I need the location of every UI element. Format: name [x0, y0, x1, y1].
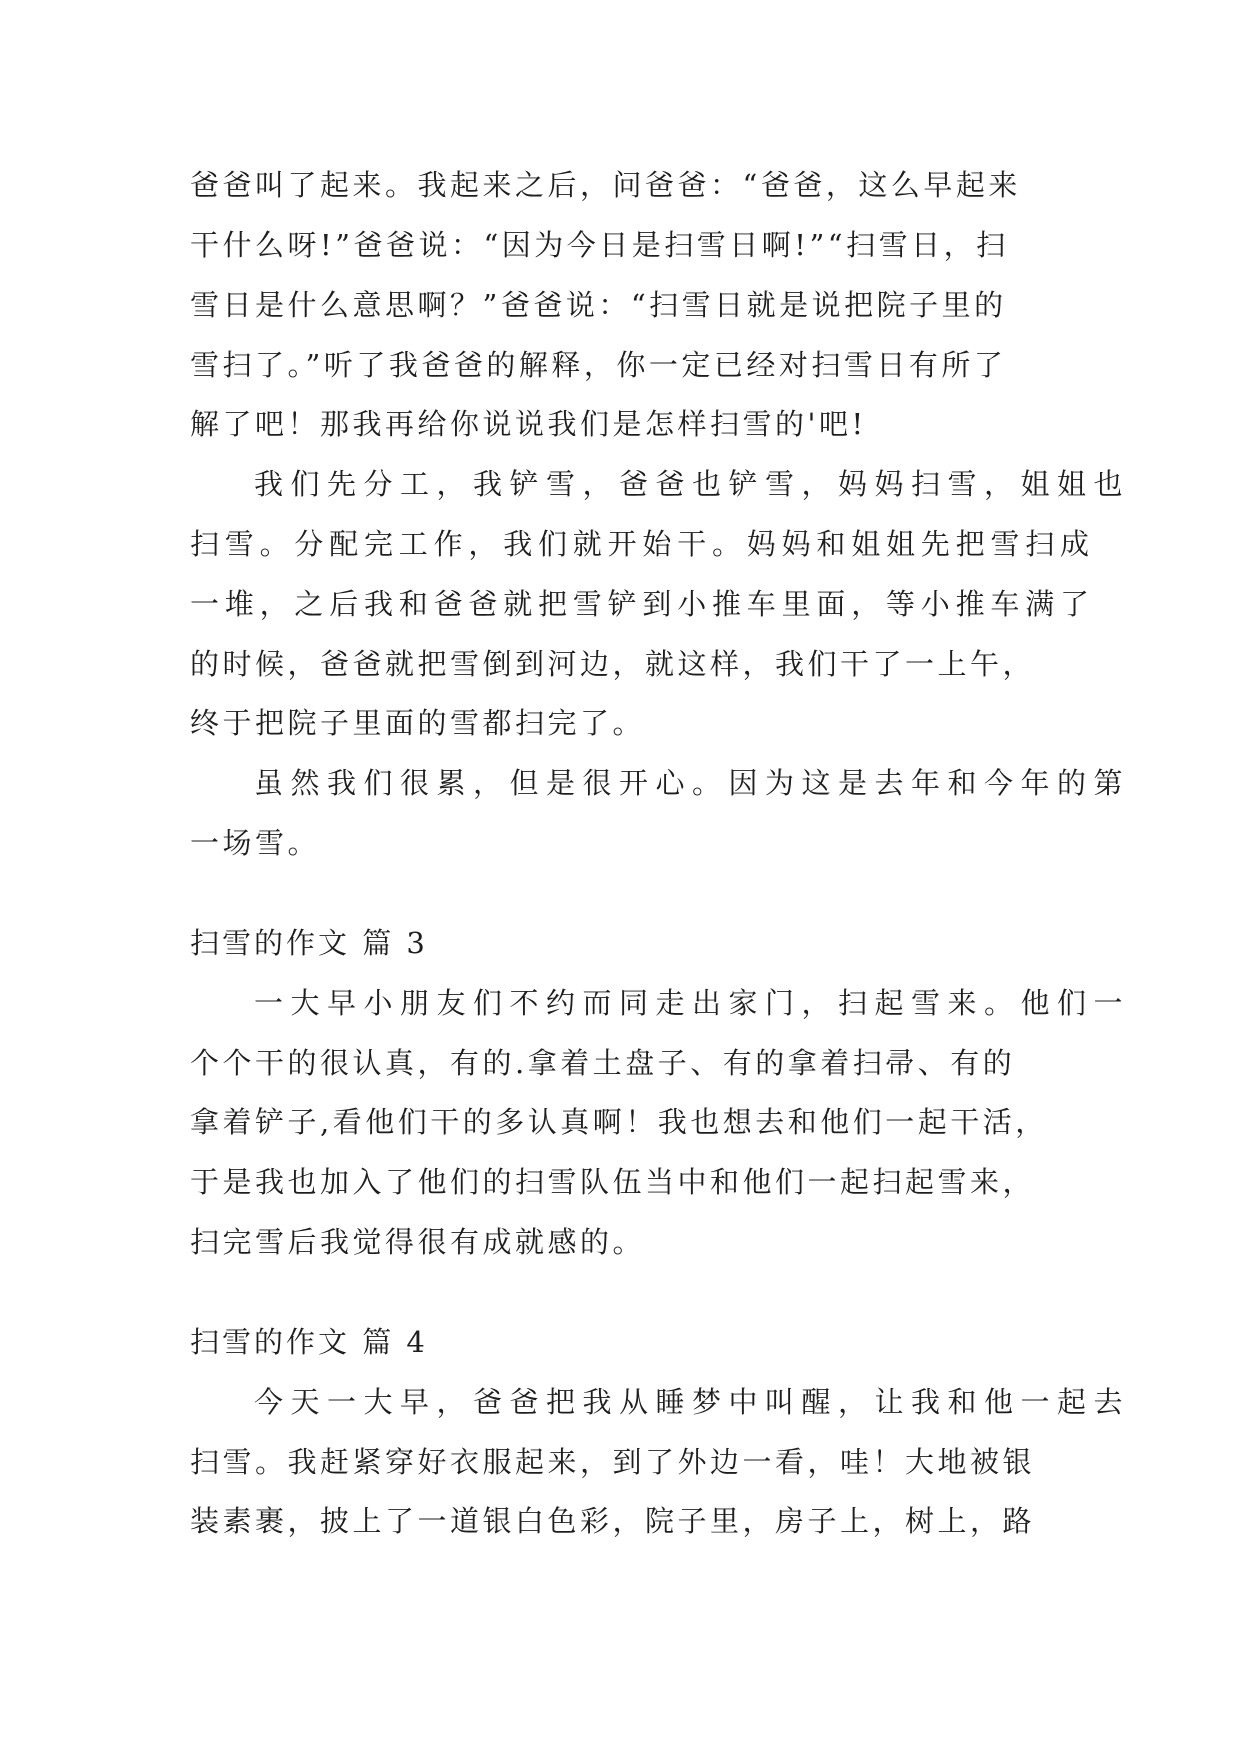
text-line: 一大早小朋友们不约而同走出家门，扫起雪来。他们一	[254, 986, 1131, 1020]
text-line: 扫完雪后我觉得很有成就感的。	[190, 1225, 646, 1259]
text-line: 个个干的很认真，有的.拿着土盘子、有的拿着扫帚、有的	[190, 1046, 1016, 1080]
text-line: 扫雪。我赶紧穿好衣服起来，到了外边一看，哇！大地被银	[190, 1445, 1036, 1479]
text-line: 雪日是什么意思啊？”爸爸说：“扫雪日就是说把院子里的	[190, 288, 1007, 322]
text-line: 解了吧！那我再给你说说我们是怎样扫雪的'吧!	[190, 407, 867, 441]
text-line: 一场雪。	[190, 826, 321, 860]
text-line: 扫雪。分配完工作，我们就开始干。妈妈和姐姐先把雪扫成	[190, 527, 1095, 561]
text-line: 虽然我们很累，但是很开心。因为这是去年和今年的第	[254, 766, 1131, 800]
text-line: 干什么呀!”爸爸说：“因为今日是扫雪日啊!”“扫雪日，扫	[190, 228, 1009, 262]
text-line: 雪扫了。”听了我爸爸的解释，你一定已经对扫雪日有所了	[190, 348, 1007, 382]
text-line: 于是我也加入了他们的扫雪队伍当中和他们一起扫起雪来，	[190, 1165, 1036, 1199]
text-line: 拿着铲子,看他们干的多认真啊！我也想去和他们一起干活，	[190, 1105, 1048, 1139]
text-line: 终于把院子里面的雪都扫完了。	[190, 706, 646, 740]
section-title: 扫雪的作文 篇 4	[190, 1325, 428, 1359]
section-title: 扫雪的作文 篇 3	[190, 926, 428, 960]
text-line: 今天一大早，爸爸把我从睡梦中叫醒，让我和他一起去	[254, 1385, 1131, 1419]
text-line: 爸爸叫了起来。我起来之后，问爸爸：“爸爸，这么早起来	[190, 168, 1021, 202]
text-line: 我们先分工，我铲雪，爸爸也铲雪，妈妈扫雪，姐姐也	[254, 467, 1131, 501]
text-line: 一堆，之后我和爸爸就把雪铲到小推车里面，等小推车满了	[190, 587, 1095, 621]
text-line: 的时候，爸爸就把雪倒到河边，就这样，我们干了一上午，	[190, 647, 1036, 681]
text-line: 装素裹，披上了一道银白色彩，院子里，房子上，树上，路	[190, 1504, 1036, 1538]
